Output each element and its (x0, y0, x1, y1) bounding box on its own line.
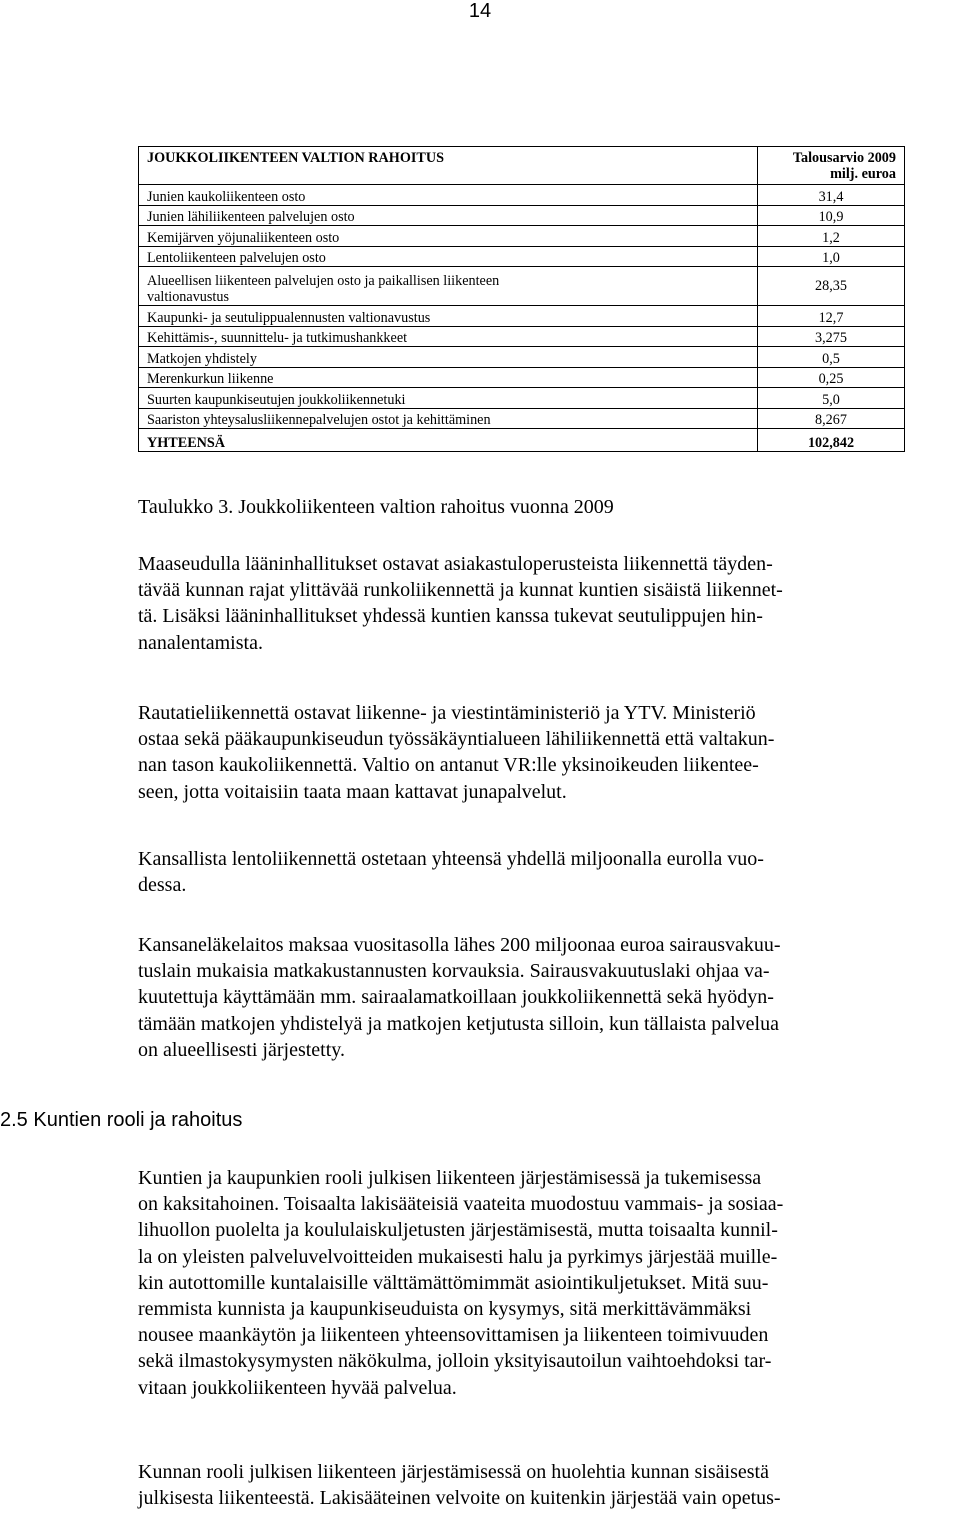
row-label: Kehittämis-, suunnittelu- ja tutkimushankkeet (139, 326, 758, 347)
paragraph: Rautatieliikennettä ostavat liikenne- ja viestintäministeriö ja YTV. Ministeriö ostaa sekä pääkaupunkiseudun työssäkäyntialueen lähiliikennettä että valtakun- nan tason kaukoliikennettä. Valtio on antanut VR:lle yksinoikeuden liikentee- seen, jotta voitaisiin taata maan kattavat junapalvelut. (138, 702, 775, 803)
table-row (139, 408, 905, 429)
table-row (139, 205, 905, 226)
row-label: Junien kaukoliikenteen osto (139, 185, 758, 206)
table-header-label: JOUKKOLIIKENTEEN VALTION RAHOITUS (139, 147, 758, 185)
row-label: Saariston yhteysalusliikennepalvelujen ostot ja kehittäminen (139, 408, 758, 429)
table-row (139, 246, 905, 267)
table-header-row (139, 147, 905, 185)
row-label: Junien lähiliikenteen palvelujen osto (139, 205, 758, 226)
table-caption: Taulukko 3. Joukkoliikenteen valtion rahoitus vuonna 2009 (138, 496, 614, 518)
row-value: 0,25 (758, 367, 905, 388)
paragraph: Maaseudulla lääninhallitukset ostavat asiakastuloperusteista liikennettä täyden- tävää kunnan rajat ylittävää runkoliikennettä ja kunnat kuntien sisäistä liikennet- tä. Lisäksi lääninhallitukset yhdessä kuntien kanssa tukevat seutulippujen hin- nanalentamista. (138, 553, 783, 654)
table-row (139, 367, 905, 388)
row-value: 28,35 (758, 267, 905, 306)
row-label: Matkojen yhdistely (139, 347, 758, 368)
table-header-value: Talousarvio 2009 milj. euroa (758, 147, 905, 185)
page-number: 14 (468, 0, 492, 22)
row-value: 1,0 (758, 246, 905, 267)
table-row (139, 347, 905, 368)
row-label: Kemijärven yöjunaliikenteen osto (139, 226, 758, 247)
section-heading: 2.5 Kuntien rooli ja rahoitus (0, 1109, 243, 1131)
row-value: 31,4 (758, 185, 905, 206)
table-row (139, 226, 905, 247)
row-label: Suurten kaupunkiseutujen joukkoliikennetuki (139, 388, 758, 409)
paragraph: Kansallista lentoliikennettä ostetaan yhteensä yhdellä miljoonalla eurolla vuo- dessa. (138, 848, 764, 897)
row-value: 102,842 (758, 429, 905, 452)
row-value: 0,5 (758, 347, 905, 368)
table-total-row (139, 429, 905, 452)
paragraph: Kuntien ja kaupunkien rooli julkisen liikenteen järjestämisessä ja tukemisessa on kaksitahoinen. Toisaalta lakisääteisiä vaateita muodostuu vammais- ja sosiaa- lihuollon puolelta ja koululaiskuljetusten järjestämisestä, mutta toisaalta kunnil- la on yleisten palveluvelvoitteiden mukaisesti halu ja pyrkimys järjestää muille- kin autottomille kuntalaisille välttämättömimmät asiointikuljetukset. Mitä suu- remmista kunnista ja kaupunkiseuduista on kysymys, sitä merkittävämmäksi nousee maankäytön ja liikenteen yhteensovittamisen ja liikenteen toimivuuden sekä ilmastokysymysten näkökulma, jolloin yksityisautoilun vaihtoehdoksi tar- vitaan joukkoliikenteen hyvää palvelua. (138, 1167, 784, 1399)
row-value: 12,7 (758, 306, 905, 327)
paragraph: Kansaneläkelaitos maksaa vuositasolla lähes 200 miljoonaa euroa sairausvakuu- tuslain mukaisia matkakustannusten korvauksia. Sairausvakuutuslaki ohjaa va- kuutettuja käyttämään mm. sairaalamatkoillaan joukkoliikennettä sekä hyödyn- tämään matkojen yhdistelyä ja matkojen ketjutusta silloin, kun tällaista palvelua on alueellisesti järjestetty. (138, 934, 781, 1061)
row-value: 3,275 (758, 326, 905, 347)
row-value: 5,0 (758, 388, 905, 409)
table-row (139, 267, 905, 306)
funding-table (138, 146, 905, 452)
paragraph: Kunnan rooli julkisen liikenteen järjestämisessä on huolehtia kunnan sisäisestä julkisesta liikenteestä. Lakisääteinen velvoite on kuitenkin järjestää vain opetus- (138, 1461, 781, 1510)
table-row (139, 306, 905, 327)
row-value: 1,2 (758, 226, 905, 247)
table-row (139, 388, 905, 409)
row-value: 10,9 (758, 205, 905, 226)
row-label: Alueellisen liikenteen palvelujen osto ja paikallisen liikenteen valtionavustus (139, 267, 758, 306)
row-label: YHTEENSÄ (139, 429, 758, 452)
row-label: Merenkurkun liikenne (139, 367, 758, 388)
row-label: Lentoliikenteen palvelujen osto (139, 246, 758, 267)
table-row (139, 326, 905, 347)
table-row (139, 185, 905, 206)
row-value: 8,267 (758, 408, 905, 429)
row-label: Kaupunki- ja seutulippualennusten valtionavustus (139, 306, 758, 327)
